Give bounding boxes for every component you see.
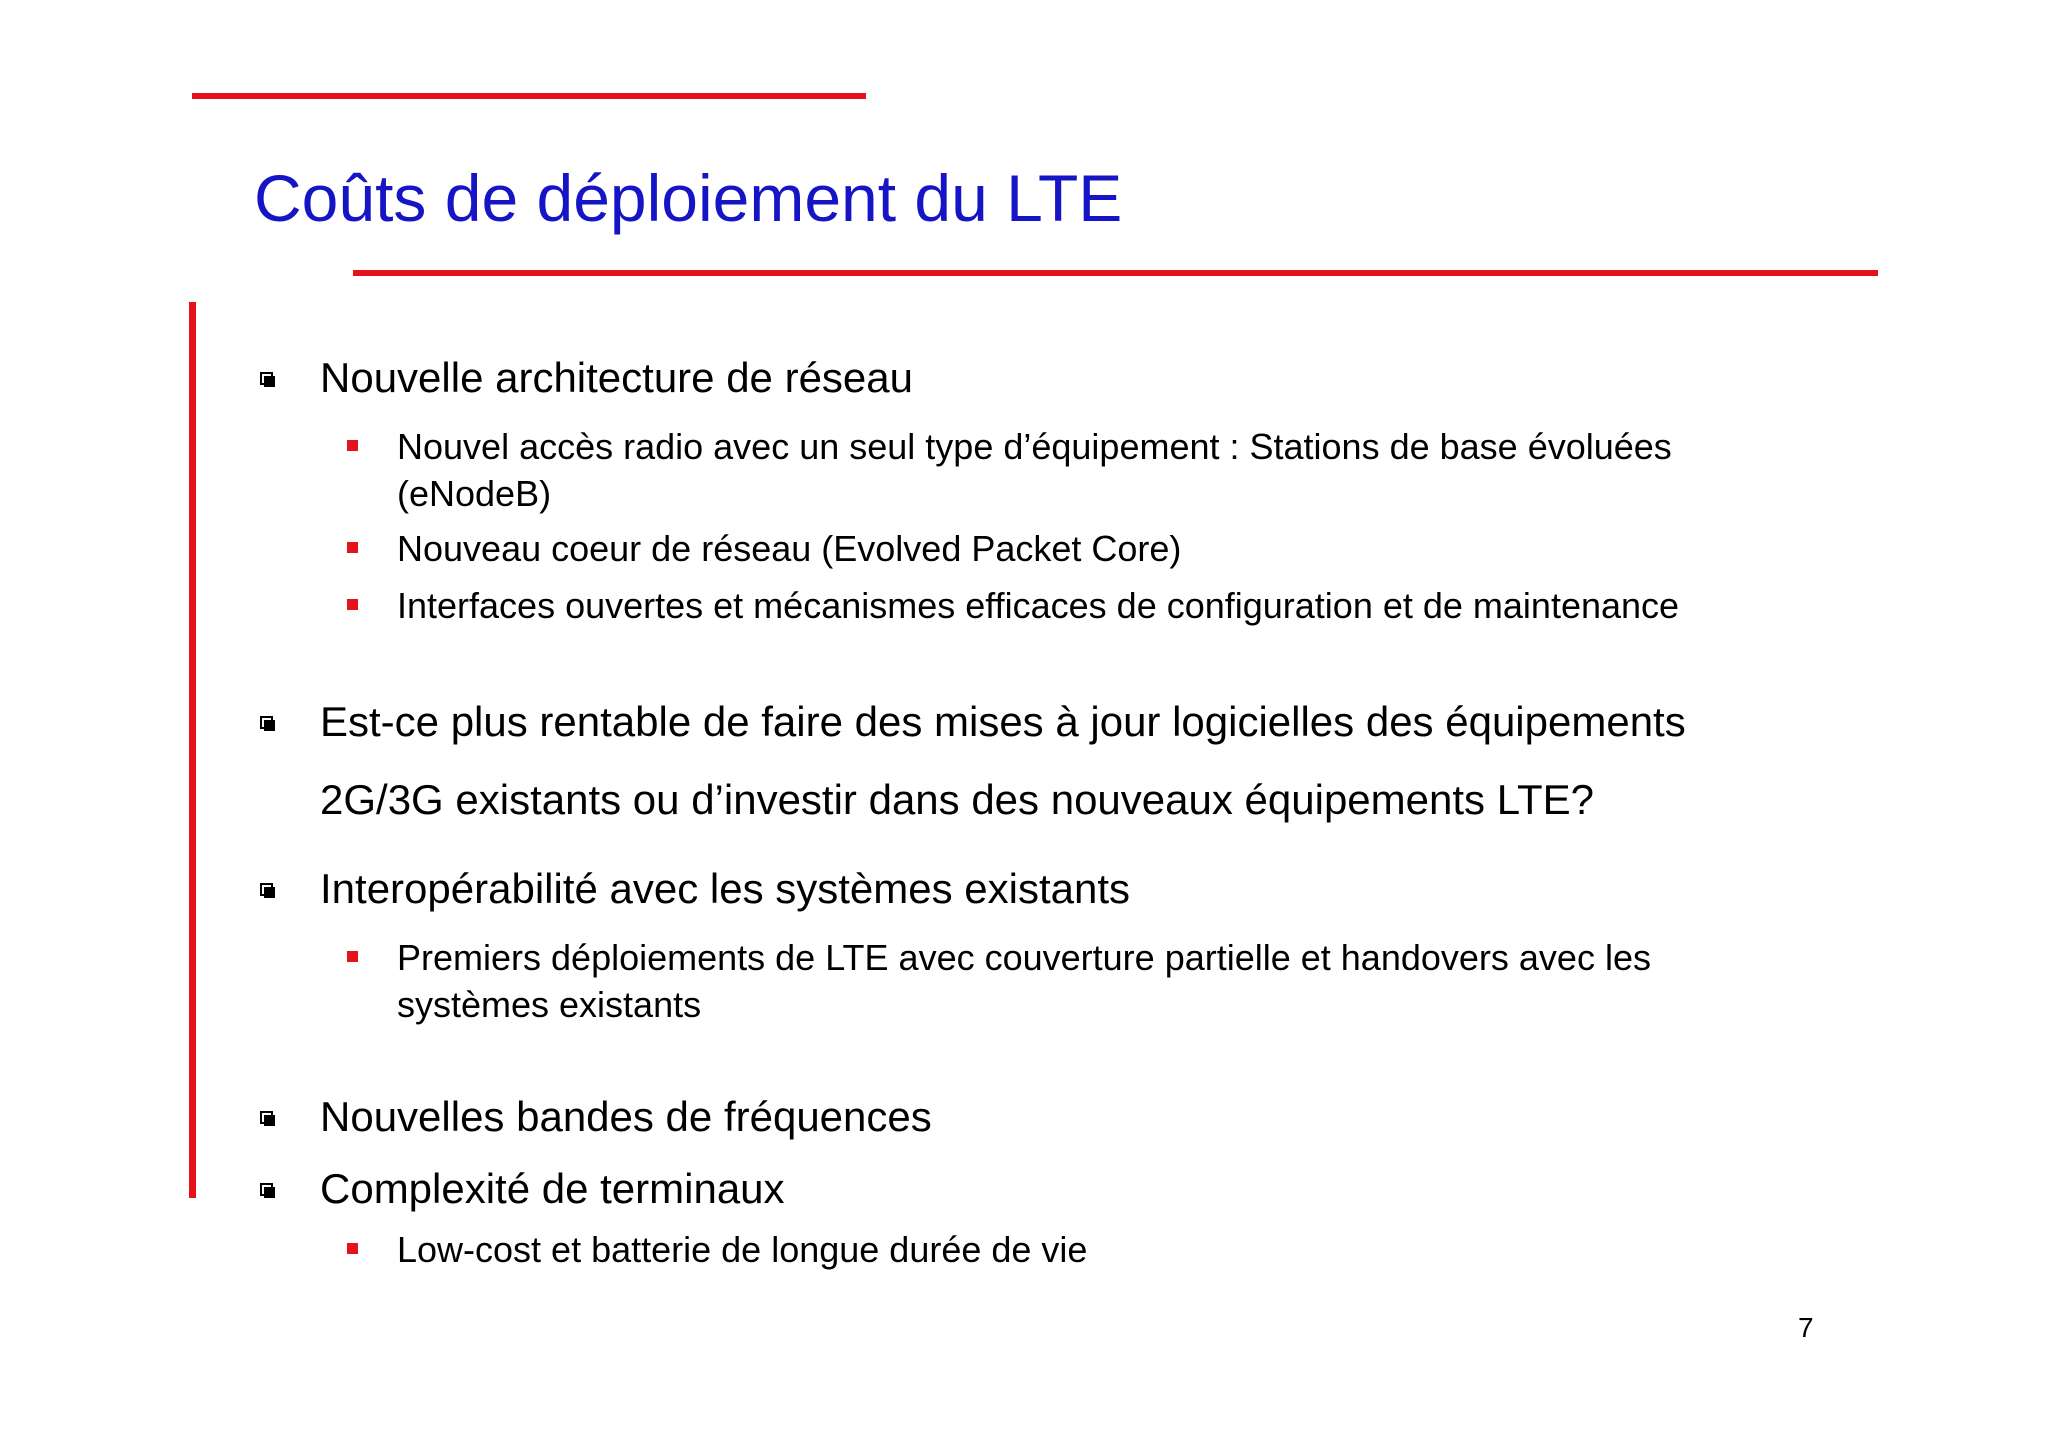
bullet-text: Nouvelles bandes de fréquences: [320, 1093, 932, 1140]
bullet-text-cont: 2G/3G existants ou d’investir dans des nouveaux équipements LTE?: [320, 776, 1594, 823]
slide-title: Coûts de déploiement du LTE: [254, 161, 1123, 235]
square-bullet-icon: [260, 1183, 273, 1196]
square-bullet-icon: [260, 716, 273, 729]
sub-bullet-text: Nouvel accès radio avec un seul type d’équipement : Stations de base évoluées: [397, 426, 1672, 467]
sub-bullet-text: Low-cost et batterie de longue durée de vie: [397, 1229, 1088, 1270]
bullet-text: Interopérabilité avec les systèmes existants: [320, 865, 1131, 912]
red-square-bullet-icon: [347, 951, 358, 962]
red-square-bullet-icon: [347, 542, 358, 553]
top-accent-rule: [192, 93, 866, 99]
sub-bullet-text-cont: (eNodeB): [397, 473, 552, 514]
square-bullet-icon: [260, 883, 273, 896]
bullet-item: [320, 683, 1686, 839]
sub-bullet-item: [397, 1226, 1087, 1273]
bullet-item: [320, 339, 913, 417]
sub-bullet-text: Premiers déploiements de LTE avec couverture partielle et handovers avec les: [397, 937, 1651, 978]
title-underline-rule: [353, 270, 1878, 276]
red-square-bullet-icon: [347, 440, 358, 451]
sub-bullet-item: [397, 423, 1672, 517]
square-bullet-icon: [260, 372, 273, 385]
red-square-bullet-icon: [347, 599, 358, 610]
page-number: 7: [1798, 1312, 1814, 1343]
sub-bullet-item: [397, 934, 1651, 1028]
bullet-item: [320, 1150, 785, 1228]
sub-bullet-text: Nouveau coeur de réseau (Evolved Packet Core): [397, 528, 1182, 569]
left-accent-rule: [189, 302, 196, 1198]
square-bullet-icon: [260, 1111, 273, 1124]
bullet-item: [320, 1078, 932, 1156]
sub-bullet-text-cont: systèmes existants: [397, 984, 702, 1025]
bullet-text: Nouvelle architecture de réseau: [320, 354, 914, 401]
sub-bullet-text: Interfaces ouvertes et mécanismes efficaces de configuration et de maintenance: [397, 585, 1680, 626]
sub-bullet-item: [397, 525, 1181, 572]
bullet-text: Complexité de terminaux: [320, 1165, 785, 1212]
sub-bullet-item: [397, 582, 1679, 629]
bullet-item: [320, 850, 1130, 928]
red-square-bullet-icon: [347, 1243, 358, 1254]
bullet-text: Est-ce plus rentable de faire des mises à jour logicielles des équipements: [320, 698, 1686, 745]
